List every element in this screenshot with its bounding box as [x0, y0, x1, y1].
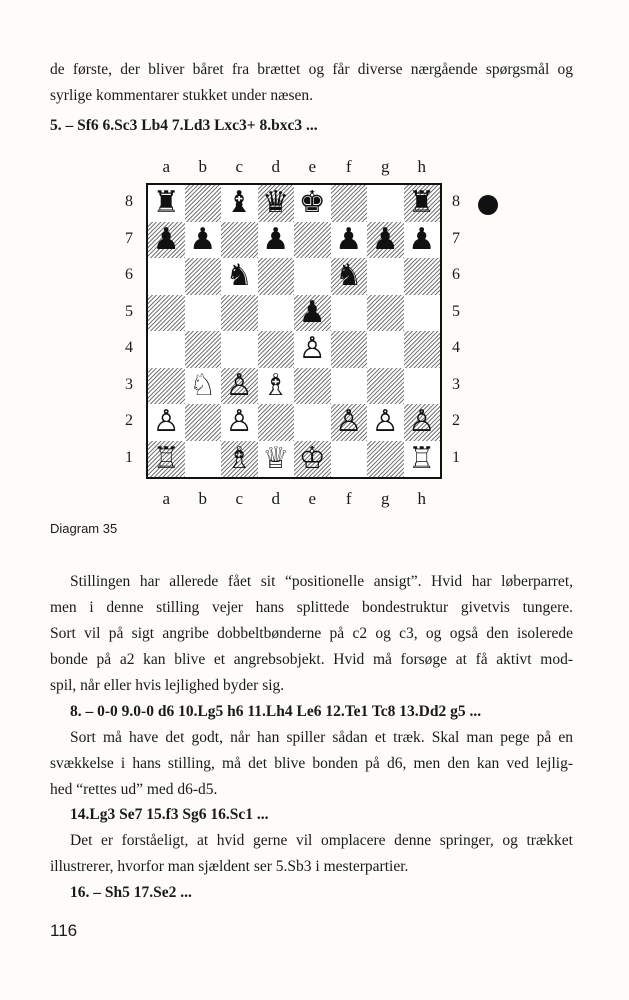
rank-label-1: 1 [125, 448, 133, 466]
square-d6 [258, 258, 295, 295]
white-king-piece: ♔ [298, 440, 326, 476]
para2-line-2: svækkelse i hans stilling, må det blive bonden på d6, men den kan ved lejlig- [50, 755, 573, 772]
file-label-g: g [381, 157, 390, 176]
square-d7 [258, 222, 295, 259]
square-a2 [148, 404, 185, 441]
para1-line-3: Sort vil på sigt angribe dobbeltbønderne på c2 og c3, og også den isolerede [50, 625, 573, 642]
black-pawn-piece: ♟ [262, 221, 290, 257]
square-f8 [331, 185, 368, 222]
square-e8 [294, 185, 331, 222]
square-e4 [294, 331, 331, 368]
page-number: 116 [50, 921, 78, 940]
square-g8 [367, 185, 404, 222]
rank-label-3: 3 [125, 375, 133, 393]
square-f4 [331, 331, 368, 368]
square-c2 [221, 404, 258, 441]
file-label-d: d [271, 157, 280, 176]
para2-line-3: hed “rettes ud” med d6-d5. [50, 781, 218, 798]
square-d2 [258, 404, 295, 441]
rank-label-8: 8 [125, 193, 133, 211]
square-h7 [404, 222, 441, 259]
para1-line-4: bonde på a2 kan blive et angrebsobjekt. Hvid må forsøge at få aktivt mod- [50, 651, 573, 668]
rank-label-1: 1 [452, 448, 460, 466]
square-e2 [294, 404, 331, 441]
rank-label-6: 6 [452, 266, 460, 284]
diagram-caption: Diagram 35 [50, 521, 118, 536]
square-d5 [258, 295, 295, 332]
square-g6 [367, 258, 404, 295]
move-line-2: 8. – 0-0 9.0-0 d6 10.Lg5 h6 11.Lh4 Le6 12.Te1 Tc8 13.Dd2 g5 ... [70, 703, 482, 720]
chess-board [146, 183, 442, 479]
white-pawn-piece: ♙ [152, 404, 180, 440]
white-pawn-piece: ♙ [371, 404, 399, 440]
white-pawn-piece: ♙ [225, 367, 253, 403]
square-d4 [258, 331, 295, 368]
square-g3 [367, 368, 404, 405]
white-rook-piece: ♖ [408, 440, 436, 476]
white-pawn-piece: ♙ [335, 404, 363, 440]
square-c3 [221, 368, 258, 405]
square-e1 [294, 441, 331, 478]
rank-label-5: 5 [452, 302, 460, 320]
square-d8 [258, 185, 295, 222]
square-f1 [331, 441, 368, 478]
square-g7 [367, 222, 404, 259]
file-label-c: c [235, 489, 244, 508]
para1-line-2: men i denne stilling vejer hans splittede bondestruktur givetvis tungere. [50, 599, 573, 616]
square-c4 [221, 331, 258, 368]
white-bishop-piece: ♗ [262, 367, 290, 403]
file-label-g: g [381, 489, 390, 508]
square-a4 [148, 331, 185, 368]
square-e5 [294, 295, 331, 332]
square-b4 [185, 331, 222, 368]
move-line-4: 16. – Sh5 17.Se2 ... [70, 884, 192, 901]
square-f6 [331, 258, 368, 295]
square-b7 [185, 222, 222, 259]
black-pawn-piece: ♟ [189, 221, 217, 257]
black-pawn-piece: ♟ [335, 221, 363, 257]
para3-line-2: illustrerer, hvorfor man sjældent ser 5.Sb3 i mesterpartier. [50, 858, 409, 875]
black-pawn-piece: ♟ [298, 294, 326, 330]
square-g2 [367, 404, 404, 441]
black-bishop-piece: ♝ [225, 185, 253, 221]
square-h8 [404, 185, 441, 222]
rank-label-4: 4 [452, 339, 460, 357]
file-label-a: a [162, 157, 171, 176]
rank-label-4: 4 [125, 339, 133, 357]
black-pawn-piece: ♟ [371, 221, 399, 257]
square-h2 [404, 404, 441, 441]
rank-label-2: 2 [452, 412, 460, 430]
file-label-b: b [198, 157, 207, 176]
white-rook-piece: ♖ [152, 440, 180, 476]
white-pawn-piece: ♙ [298, 331, 326, 367]
square-c6 [221, 258, 258, 295]
square-g1 [367, 441, 404, 478]
file-label-c: c [235, 157, 244, 176]
square-c5 [221, 295, 258, 332]
rank-label-7: 7 [125, 229, 133, 247]
rank-label-2: 2 [125, 412, 133, 430]
white-pawn-piece: ♙ [225, 404, 253, 440]
white-pawn-piece: ♙ [408, 404, 436, 440]
square-g5 [367, 295, 404, 332]
black-pawn-piece: ♟ [408, 221, 436, 257]
square-a8 [148, 185, 185, 222]
square-d1 [258, 441, 295, 478]
square-e3 [294, 368, 331, 405]
file-label-f: f [345, 157, 352, 176]
rank-label-7: 7 [452, 229, 460, 247]
black-knight-piece: ♞ [335, 258, 363, 294]
square-h3 [404, 368, 441, 405]
intro-line-2: syrlige kommentarer stukket under næsen. [50, 87, 314, 104]
square-a3 [148, 368, 185, 405]
rank-label-5: 5 [125, 302, 133, 320]
file-label-b: b [198, 489, 207, 508]
para3-line-1: Det er forståeligt, at hvid gerne vil omplacere denne springer, og trækket [70, 832, 573, 849]
file-label-h: h [417, 489, 426, 508]
black-rook-piece: ♜ [152, 185, 180, 221]
square-a1 [148, 441, 185, 478]
square-f7 [331, 222, 368, 259]
black-knight-piece: ♞ [225, 258, 253, 294]
square-d3 [258, 368, 295, 405]
white-bishop-piece: ♗ [225, 440, 253, 476]
file-label-f: f [345, 489, 352, 508]
intro-line-1: de første, der bliver båret fra brættet og får diverse nærgående spørgsmål og [50, 61, 573, 78]
file-label-e: e [308, 157, 317, 176]
move-line-1: 5. – Sf6 6.Sc3 Lb4 7.Ld3 Lxc3+ 8.bxc3 ... [50, 117, 318, 134]
square-h1 [404, 441, 441, 478]
square-f2 [331, 404, 368, 441]
square-b5 [185, 295, 222, 332]
square-e6 [294, 258, 331, 295]
move-line-3: 14.Lg3 Se7 15.f3 Sg6 16.Sc1 ... [70, 806, 269, 823]
para2-line-1: Sort må have det godt, når han spiller sådan et træk. Skal man pege på en [70, 729, 573, 746]
black-to-move-indicator [478, 195, 498, 215]
square-g4 [367, 331, 404, 368]
file-label-a: a [162, 489, 171, 508]
para1-line-5: spil, når eller hvis lejlighed byder sig. [50, 677, 285, 694]
square-b3 [185, 368, 222, 405]
square-h4 [404, 331, 441, 368]
white-knight-piece: ♘ [189, 367, 217, 403]
square-e7 [294, 222, 331, 259]
rank-label-6: 6 [125, 266, 133, 284]
square-b2 [185, 404, 222, 441]
file-label-d: d [271, 489, 280, 508]
file-label-e: e [308, 489, 317, 508]
square-a6 [148, 258, 185, 295]
white-queen-piece: ♕ [262, 440, 290, 476]
black-rook-piece: ♜ [408, 185, 436, 221]
para1-line-1: Stillingen har allerede fået sit “positionelle ansigt”. Hvid har løberparret, [70, 573, 573, 590]
square-c1 [221, 441, 258, 478]
square-a5 [148, 295, 185, 332]
square-b6 [185, 258, 222, 295]
file-label-h: h [417, 157, 426, 176]
black-pawn-piece: ♟ [152, 221, 180, 257]
rank-label-8: 8 [452, 193, 460, 211]
square-c8 [221, 185, 258, 222]
square-f3 [331, 368, 368, 405]
black-queen-piece: ♛ [262, 185, 290, 221]
square-b8 [185, 185, 222, 222]
square-a7 [148, 222, 185, 259]
square-b1 [185, 441, 222, 478]
square-h5 [404, 295, 441, 332]
square-h6 [404, 258, 441, 295]
rank-label-3: 3 [452, 375, 460, 393]
black-king-piece: ♚ [298, 185, 326, 221]
square-f5 [331, 295, 368, 332]
square-c7 [221, 222, 258, 259]
